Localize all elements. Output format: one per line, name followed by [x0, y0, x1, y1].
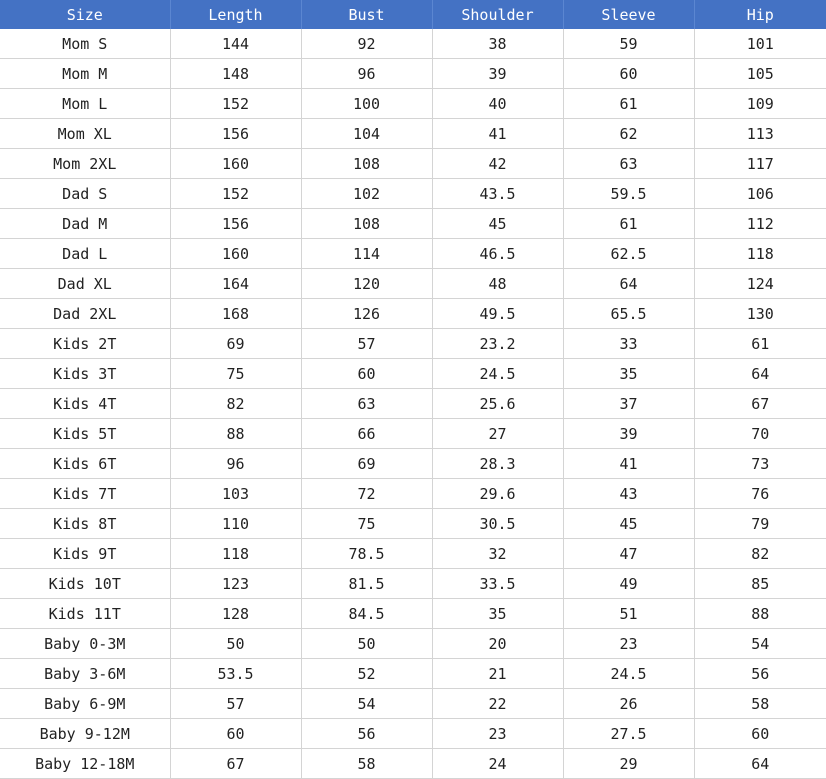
- cell-length: 156: [170, 119, 301, 149]
- header-length: Length: [170, 0, 301, 29]
- cell-shoulder: 29.6: [432, 479, 563, 509]
- cell-size: Baby 0-3M: [0, 629, 170, 659]
- cell-length: 53.5: [170, 659, 301, 689]
- table-row: [0, 689, 826, 719]
- cell-hip: 79: [694, 509, 826, 539]
- cell-sleeve: 49: [563, 569, 694, 599]
- cell-length: 57: [170, 689, 301, 719]
- cell-bust: 102: [301, 179, 432, 209]
- cell-bust: 104: [301, 119, 432, 149]
- cell-sleeve: 61: [563, 209, 694, 239]
- cell-bust: 72: [301, 479, 432, 509]
- cell-bust: 57: [301, 329, 432, 359]
- cell-size: Dad 2XL: [0, 299, 170, 329]
- cell-hip: 64: [694, 359, 826, 389]
- table-row: [0, 59, 826, 89]
- cell-sleeve: 65.5: [563, 299, 694, 329]
- cell-hip: 130: [694, 299, 826, 329]
- cell-size: Dad L: [0, 239, 170, 269]
- cell-bust: 120: [301, 269, 432, 299]
- cell-shoulder: 40: [432, 89, 563, 119]
- table-row: [0, 719, 826, 749]
- cell-size: Dad M: [0, 209, 170, 239]
- cell-bust: 108: [301, 209, 432, 239]
- cell-hip: 101: [694, 29, 826, 59]
- cell-length: 128: [170, 599, 301, 629]
- cell-size: Mom M: [0, 59, 170, 89]
- cell-length: 160: [170, 239, 301, 269]
- cell-bust: 69: [301, 449, 432, 479]
- cell-size: Kids 5T: [0, 419, 170, 449]
- cell-sleeve: 51: [563, 599, 694, 629]
- cell-sleeve: 64: [563, 269, 694, 299]
- cell-size: Kids 7T: [0, 479, 170, 509]
- cell-shoulder: 24.5: [432, 359, 563, 389]
- table-row: [0, 119, 826, 149]
- cell-bust: 100: [301, 89, 432, 119]
- table-row: [0, 239, 826, 269]
- cell-size: Baby 9-12M: [0, 719, 170, 749]
- table-row: [0, 599, 826, 629]
- table-row: [0, 659, 826, 689]
- cell-hip: 70: [694, 419, 826, 449]
- cell-length: 156: [170, 209, 301, 239]
- cell-length: 118: [170, 539, 301, 569]
- cell-sleeve: 61: [563, 89, 694, 119]
- cell-hip: 117: [694, 149, 826, 179]
- cell-shoulder: 35: [432, 599, 563, 629]
- cell-hip: 58: [694, 689, 826, 719]
- cell-sleeve: 62: [563, 119, 694, 149]
- cell-length: 69: [170, 329, 301, 359]
- header-shoulder: Shoulder: [432, 0, 563, 29]
- cell-bust: 92: [301, 29, 432, 59]
- table-row: [0, 149, 826, 179]
- cell-bust: 81.5: [301, 569, 432, 599]
- cell-sleeve: 37: [563, 389, 694, 419]
- cell-size: Baby 6-9M: [0, 689, 170, 719]
- table-row: [0, 329, 826, 359]
- cell-sleeve: 62.5: [563, 239, 694, 269]
- cell-sleeve: 41: [563, 449, 694, 479]
- cell-size: Mom 2XL: [0, 149, 170, 179]
- cell-hip: 106: [694, 179, 826, 209]
- cell-size: Baby 12-18M: [0, 749, 170, 779]
- cell-size: Kids 4T: [0, 389, 170, 419]
- cell-sleeve: 33: [563, 329, 694, 359]
- cell-shoulder: 33.5: [432, 569, 563, 599]
- cell-sleeve: 59: [563, 29, 694, 59]
- cell-shoulder: 30.5: [432, 509, 563, 539]
- cell-shoulder: 21: [432, 659, 563, 689]
- cell-shoulder: 38: [432, 29, 563, 59]
- cell-bust: 58: [301, 749, 432, 779]
- cell-shoulder: 32: [432, 539, 563, 569]
- table-row: [0, 749, 826, 779]
- cell-length: 96: [170, 449, 301, 479]
- cell-shoulder: 42: [432, 149, 563, 179]
- table-row: [0, 269, 826, 299]
- cell-hip: 113: [694, 119, 826, 149]
- cell-length: 60: [170, 719, 301, 749]
- cell-length: 160: [170, 149, 301, 179]
- cell-length: 110: [170, 509, 301, 539]
- cell-length: 50: [170, 629, 301, 659]
- cell-hip: 61: [694, 329, 826, 359]
- cell-sleeve: 63: [563, 149, 694, 179]
- cell-bust: 84.5: [301, 599, 432, 629]
- header-size: Size: [0, 0, 170, 29]
- cell-shoulder: 39: [432, 59, 563, 89]
- cell-hip: 112: [694, 209, 826, 239]
- table-row: [0, 569, 826, 599]
- cell-hip: 54: [694, 629, 826, 659]
- cell-shoulder: 23: [432, 719, 563, 749]
- table-row: [0, 359, 826, 389]
- table-row: [0, 179, 826, 209]
- cell-bust: 63: [301, 389, 432, 419]
- cell-bust: 60: [301, 359, 432, 389]
- cell-hip: 82: [694, 539, 826, 569]
- cell-size: Kids 10T: [0, 569, 170, 599]
- header-sleeve: Sleeve: [563, 0, 694, 29]
- cell-sleeve: 45: [563, 509, 694, 539]
- table-row: [0, 209, 826, 239]
- cell-sleeve: 60: [563, 59, 694, 89]
- table-row: [0, 299, 826, 329]
- cell-hip: 56: [694, 659, 826, 689]
- cell-shoulder: 27: [432, 419, 563, 449]
- cell-bust: 78.5: [301, 539, 432, 569]
- cell-bust: 75: [301, 509, 432, 539]
- table-row: [0, 389, 826, 419]
- table-row: [0, 89, 826, 119]
- cell-size: Kids 9T: [0, 539, 170, 569]
- cell-bust: 66: [301, 419, 432, 449]
- cell-length: 164: [170, 269, 301, 299]
- cell-size: Dad XL: [0, 269, 170, 299]
- cell-hip: 105: [694, 59, 826, 89]
- table-row: [0, 509, 826, 539]
- cell-length: 82: [170, 389, 301, 419]
- cell-shoulder: 22: [432, 689, 563, 719]
- table-row: [0, 449, 826, 479]
- cell-shoulder: 46.5: [432, 239, 563, 269]
- cell-shoulder: 41: [432, 119, 563, 149]
- cell-bust: 126: [301, 299, 432, 329]
- cell-length: 123: [170, 569, 301, 599]
- cell-bust: 52: [301, 659, 432, 689]
- cell-hip: 124: [694, 269, 826, 299]
- cell-length: 152: [170, 89, 301, 119]
- cell-shoulder: 24: [432, 749, 563, 779]
- cell-shoulder: 28.3: [432, 449, 563, 479]
- table-row: [0, 539, 826, 569]
- cell-sleeve: 47: [563, 539, 694, 569]
- table-row: [0, 479, 826, 509]
- header-hip: Hip: [694, 0, 826, 29]
- table-row: [0, 29, 826, 59]
- cell-size: Kids 3T: [0, 359, 170, 389]
- cell-hip: 85: [694, 569, 826, 599]
- cell-length: 168: [170, 299, 301, 329]
- header-bust: Bust: [301, 0, 432, 29]
- header-row: [0, 0, 826, 29]
- cell-size: Kids 11T: [0, 599, 170, 629]
- cell-size: Mom L: [0, 89, 170, 119]
- cell-sleeve: 23: [563, 629, 694, 659]
- cell-bust: 114: [301, 239, 432, 269]
- cell-bust: 50: [301, 629, 432, 659]
- cell-shoulder: 25.6: [432, 389, 563, 419]
- cell-shoulder: 45: [432, 209, 563, 239]
- cell-bust: 96: [301, 59, 432, 89]
- cell-shoulder: 49.5: [432, 299, 563, 329]
- cell-hip: 60: [694, 719, 826, 749]
- cell-sleeve: 26: [563, 689, 694, 719]
- cell-length: 75: [170, 359, 301, 389]
- cell-size: Kids 2T: [0, 329, 170, 359]
- cell-size: Dad S: [0, 179, 170, 209]
- cell-sleeve: 43: [563, 479, 694, 509]
- cell-hip: 118: [694, 239, 826, 269]
- cell-sleeve: 24.5: [563, 659, 694, 689]
- cell-hip: 67: [694, 389, 826, 419]
- cell-sleeve: 35: [563, 359, 694, 389]
- cell-length: 88: [170, 419, 301, 449]
- table-header: [0, 0, 826, 29]
- table-row: [0, 419, 826, 449]
- cell-hip: 76: [694, 479, 826, 509]
- cell-length: 67: [170, 749, 301, 779]
- cell-length: 148: [170, 59, 301, 89]
- cell-size: Mom XL: [0, 119, 170, 149]
- cell-sleeve: 39: [563, 419, 694, 449]
- cell-size: Kids 8T: [0, 509, 170, 539]
- cell-shoulder: 23.2: [432, 329, 563, 359]
- cell-bust: 54: [301, 689, 432, 719]
- cell-sleeve: 59.5: [563, 179, 694, 209]
- cell-hip: 64: [694, 749, 826, 779]
- cell-length: 103: [170, 479, 301, 509]
- cell-shoulder: 43.5: [432, 179, 563, 209]
- table-row: [0, 629, 826, 659]
- cell-shoulder: 48: [432, 269, 563, 299]
- cell-hip: 73: [694, 449, 826, 479]
- cell-length: 152: [170, 179, 301, 209]
- cell-sleeve: 27.5: [563, 719, 694, 749]
- cell-hip: 88: [694, 599, 826, 629]
- cell-shoulder: 20: [432, 629, 563, 659]
- cell-length: 144: [170, 29, 301, 59]
- cell-size: Kids 6T: [0, 449, 170, 479]
- cell-bust: 108: [301, 149, 432, 179]
- cell-hip: 109: [694, 89, 826, 119]
- cell-bust: 56: [301, 719, 432, 749]
- cell-size: Baby 3-6M: [0, 659, 170, 689]
- cell-sleeve: 29: [563, 749, 694, 779]
- cell-size: Mom S: [0, 29, 170, 59]
- table-body: [0, 29, 826, 779]
